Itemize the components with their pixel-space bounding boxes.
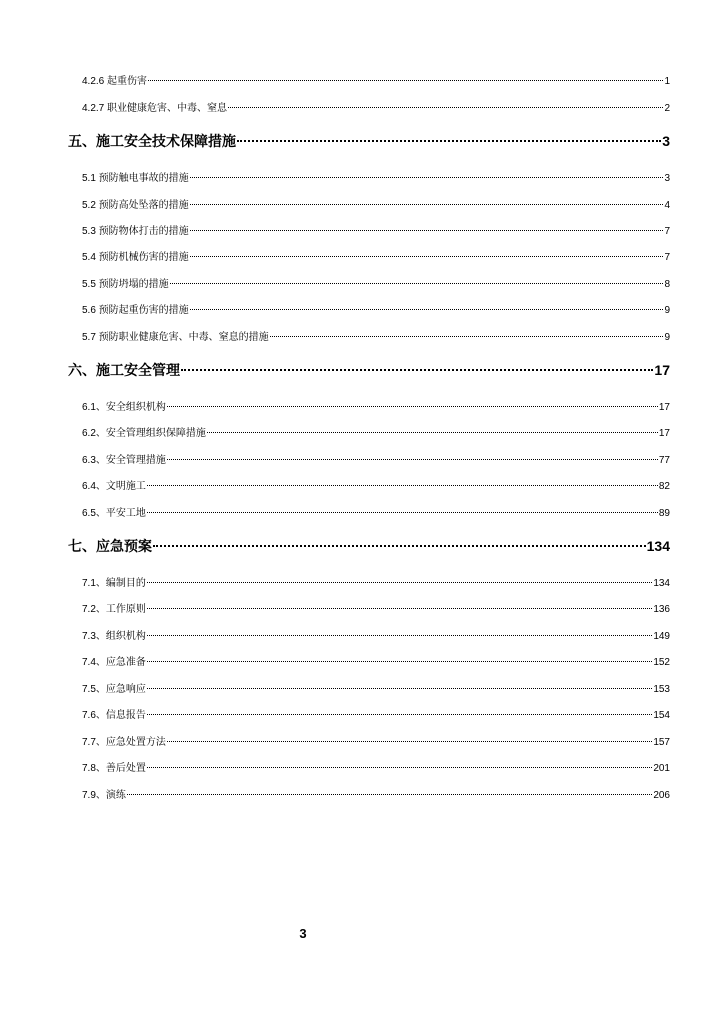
toc-entry-label: 5.4 预防机械伤害的措施: [82, 252, 189, 263]
toc-entry-5-6[interactable]: [82, 301, 670, 316]
toc-entry-page: 134: [653, 578, 670, 589]
dot-leader: [147, 485, 658, 486]
toc-entry-page: 17: [658, 428, 670, 439]
page-number: 3: [299, 926, 307, 941]
dot-leader: [153, 545, 646, 547]
toc-entry-label: 4.2.6 起重伤害: [82, 76, 148, 87]
dot-leader: [207, 432, 658, 433]
toc-entry-label: 7.3、组织机构: [82, 631, 146, 642]
toc-entry-label: 5.6 预防起重伤害的措施: [82, 305, 189, 316]
toc-entry-page: 17: [658, 402, 670, 413]
toc-entry-7-7[interactable]: [82, 733, 670, 748]
toc-entry-6-3[interactable]: [82, 451, 670, 466]
toc-entry-7-1[interactable]: [82, 574, 670, 589]
toc-entry-label: 5.1 预防触电事故的措施: [82, 173, 189, 184]
toc-entry-label: 5.5 预防坍塌的措施: [82, 279, 169, 290]
toc-section-7[interactable]: [68, 536, 670, 556]
toc-entry-label: 4.2.7 职业健康危害、中毒、窒息: [82, 103, 228, 114]
toc-entry-page: 206: [653, 790, 670, 801]
dot-leader: [147, 767, 652, 768]
toc-entry-7-6[interactable]: [82, 706, 670, 721]
toc-entry-page: 153: [653, 684, 670, 695]
dot-leader: [228, 107, 663, 108]
toc-entry-4-2-6[interactable]: [82, 72, 670, 87]
toc-entry-page: 149: [653, 631, 670, 642]
toc-entry-7-8[interactable]: [82, 759, 670, 774]
toc-entry-label: 6.3、安全管理措施: [82, 455, 166, 466]
toc-entry-label: 7.7、应急处置方法: [82, 737, 166, 748]
toc-entry-label: 7.1、编制目的: [82, 578, 146, 589]
toc-entry-4-2-7[interactable]: [82, 99, 670, 114]
toc-section-label: 五、施工安全技术保障措施: [68, 133, 236, 149]
toc-section-label: 七、应急预案: [68, 538, 152, 554]
toc-entry-label: 7.4、应急准备: [82, 657, 146, 668]
dot-leader: [270, 336, 664, 337]
dot-leader: [190, 309, 664, 310]
toc-entry-label: 7.8、善后处置: [82, 763, 146, 774]
toc-entry-page: 9: [664, 332, 670, 343]
toc-entry-5-2[interactable]: [82, 196, 670, 211]
toc-entry-page: 89: [658, 508, 670, 519]
toc-entry-page: 7: [664, 226, 670, 237]
dot-leader: [190, 177, 664, 178]
toc-entry-5-3[interactable]: [82, 222, 670, 237]
dot-leader: [148, 80, 663, 81]
dot-leader: [147, 582, 652, 583]
toc-entry-page: 152: [653, 657, 670, 668]
dot-leader: [237, 140, 661, 142]
dot-leader: [147, 635, 652, 636]
toc-entry-label: 6.1、安全组织机构: [82, 402, 166, 413]
toc-entry-page: 157: [653, 737, 670, 748]
dot-leader: [147, 661, 652, 662]
toc-entry-label: 6.5、平安工地: [82, 508, 146, 519]
toc-entry-label: 5.2 预防高处坠落的措施: [82, 200, 189, 211]
toc-entry-7-5[interactable]: [82, 680, 670, 695]
toc-entry-5-4[interactable]: [82, 248, 670, 263]
toc-entry-page: 3: [664, 173, 670, 184]
toc-entry-7-9[interactable]: [82, 786, 670, 801]
dot-leader: [167, 459, 658, 460]
dot-leader: [147, 512, 658, 513]
toc-entry-label: 7.5、应急响应: [82, 684, 146, 695]
toc-entry-page: 77: [658, 455, 670, 466]
toc-entry-page: 9: [664, 305, 670, 316]
dot-leader: [147, 608, 652, 609]
toc-entry-label: 7.9、演练: [82, 790, 126, 801]
toc-entry-6-5[interactable]: [82, 504, 670, 519]
toc-entry-page: 2: [664, 103, 670, 114]
toc-entry-6-2[interactable]: [82, 424, 670, 439]
toc-section-page: 3: [662, 133, 670, 149]
toc-entry-page: 8: [664, 279, 670, 290]
toc-entry-page: 7: [664, 252, 670, 263]
toc-entry-page: 1: [664, 76, 670, 87]
dot-leader: [190, 204, 664, 205]
dot-leader: [170, 283, 664, 284]
toc-entry-6-1[interactable]: [82, 398, 670, 413]
toc-entry-7-4[interactable]: [82, 653, 670, 668]
dot-leader: [190, 230, 664, 231]
toc-entry-label: 5.3 预防物体打击的措施: [82, 226, 189, 237]
toc-entry-6-4[interactable]: [82, 477, 670, 492]
dot-leader: [167, 406, 658, 407]
toc-entry-page: 154: [653, 710, 670, 721]
toc-entry-page: 201: [653, 763, 670, 774]
toc-entry-label: 5.7 预防职业健康危害、中毒、窒息的措施: [82, 332, 269, 343]
toc-entry-label: 6.4、文明施工: [82, 481, 146, 492]
toc-section-page: 17: [654, 362, 670, 378]
dot-leader: [147, 688, 652, 689]
toc-entry-5-7[interactable]: [82, 328, 670, 343]
toc-entry-7-3[interactable]: [82, 627, 670, 642]
dot-leader: [190, 256, 664, 257]
toc-entry-5-1[interactable]: [82, 169, 670, 184]
toc-entry-page: 4: [664, 200, 670, 211]
toc-entry-label: 7.6、信息报告: [82, 710, 146, 721]
toc-entry-5-5[interactable]: [82, 275, 670, 290]
dot-leader: [181, 369, 653, 371]
dot-leader: [127, 794, 652, 795]
toc-section-page: 134: [646, 538, 670, 554]
toc-entry-label: 6.2、安全管理组织保障措施: [82, 428, 206, 439]
toc-entry-7-2[interactable]: [82, 600, 670, 615]
toc-section-label: 六、施工安全管理: [68, 362, 180, 378]
toc-entry-page: 82: [658, 481, 670, 492]
toc-entry-page: 136: [653, 604, 670, 615]
dot-leader: [147, 714, 652, 715]
toc-section-5[interactable]: [68, 131, 670, 151]
dot-leader: [167, 741, 652, 742]
toc-section-6[interactable]: [68, 360, 670, 380]
toc-entry-label: 7.2、工作原则: [82, 604, 146, 615]
